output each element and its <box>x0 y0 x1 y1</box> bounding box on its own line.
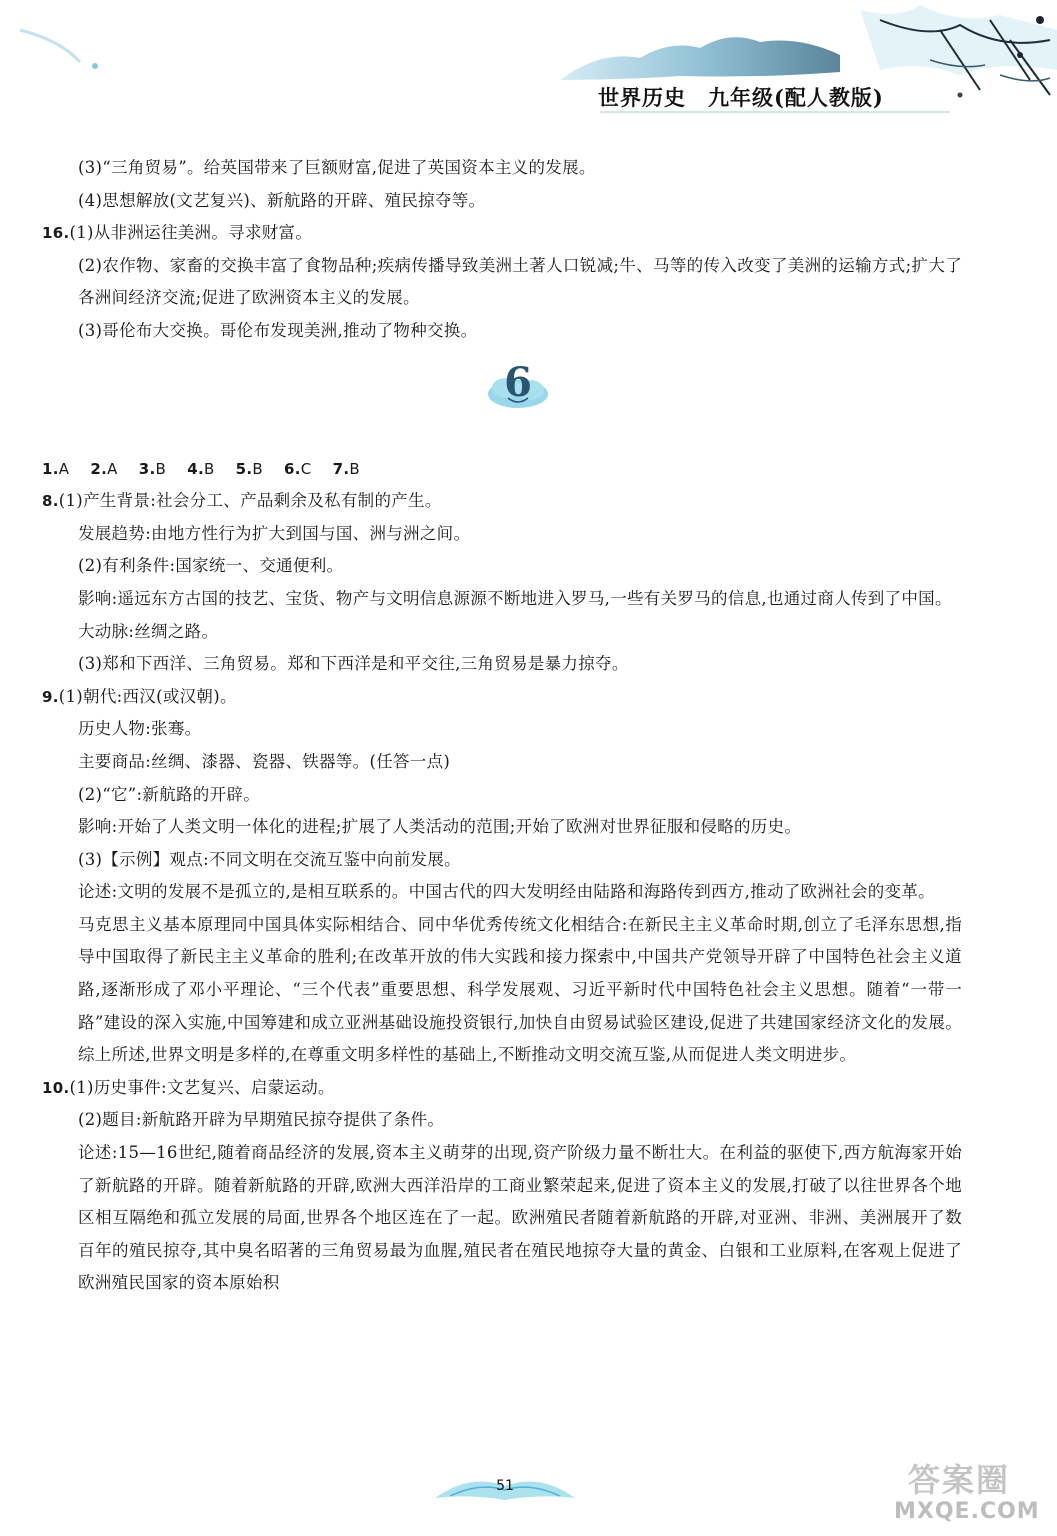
answer-line: (3)郑和下西洋、三角贸易。郑和下西洋是和平交往,三角贸易是暴力掠夺。 <box>78 654 629 674</box>
answer-line: 大动脉:丝绸之路。 <box>78 621 219 641</box>
answer-line: (2)“它”:新航路的开辟。 <box>78 784 261 804</box>
answer-paragraph: 论述:文明的发展不是孤立的,是相互联系的。中国古代的四大发明经由陆路和海路传到西方,推动了欧洲社会的变革。 <box>78 882 935 902</box>
choice-answers <box>42 453 962 486</box>
question-9 <box>42 681 962 714</box>
watermark <box>888 1455 1048 1530</box>
watermark-logo: 答案圈 <box>908 1461 1011 1499</box>
answer-line: (2)题目:新航路开辟为早期殖民掠夺提供了条件。 <box>78 1110 445 1130</box>
question-number: 8. <box>42 492 59 511</box>
question-10 <box>42 1072 962 1105</box>
answer-line: (2)有利条件:国家统一、交通便利。 <box>78 556 344 576</box>
answer-line: (3)【示例】观点:不同文明在交流互鉴中向前发展。 <box>78 849 461 869</box>
section-number: 6 <box>504 358 532 406</box>
section-badge-area <box>42 348 962 453</box>
answer-content <box>42 152 962 1300</box>
question-number: 9. <box>42 687 59 706</box>
choice-answer: 7.B <box>332 459 360 478</box>
choice-answer: 3.B <box>138 459 167 478</box>
ink-landscape-decoration <box>0 0 1057 125</box>
answer-text: (1)从非洲运往美洲。寻求财富。 <box>69 223 313 243</box>
question-8 <box>42 485 962 518</box>
answer-paragraph: 论述:15—16世纪,随着商品经济的发展,资本主义萌芽的出现,资产阶级力量不断壮大。在利益的驱使下,西方航海家开始了新航路的开辟。随着新航路的开辟,欧洲大西洋沿岸的工商业繁荣起来,促进了资本主义的发展,打破了以往世界各个地区相互隔绝和孤立发展的局面,世界各个地区连在了一起。欧洲殖民者随着新航路的开辟,对亚洲、非洲、美洲展开了数百年的殖民掠夺,其中臭名昭著的三角贸易最为血腥,殖民者在殖民地掠夺大量的黄金、白银和工业原料,在客观上促进了欧洲殖民国家的资本原始积 <box>78 1143 962 1293</box>
header-title: 世界历史 九年级(配人教版) <box>598 85 884 110</box>
section-badge <box>478 358 558 418</box>
answer-line: (3)哥伦布大交换。哥伦布发现美洲,推动了物种交换。 <box>78 320 478 340</box>
page-number: 51 <box>496 1478 514 1494</box>
answer-line: 主要商品:丝绸、漆器、瓷器、铁器等。(任答一点) <box>78 751 451 771</box>
question-16 <box>42 217 962 250</box>
page-header <box>0 0 1057 125</box>
choice-answer: 4.B <box>187 459 215 478</box>
answer-line: 发展趋势:由地方性行为扩大到国与国、洲与洲之间。 <box>78 523 471 543</box>
prev-answer-line: (4)思想解放(文艺复兴)、新航路的开辟、殖民掠夺等。 <box>78 190 486 210</box>
watermark-url: MXQE.COM <box>894 1499 1040 1524</box>
answer-paragraph: (2)农作物、家畜的交换丰富了食物品种;疾病传播导致美洲土著人口锐减;牛、马等的传入改变了美洲的运输方式;扩大了各洲间经济交流;促进了欧洲资本主义的发展。 <box>78 255 962 308</box>
choice-answer: 2.A <box>90 459 118 478</box>
answer-paragraph: 影响:开始了人类文明一体化的进程;扩展了人类活动的范围;开始了欧洲对世界征服和侵略的历史。 <box>78 817 802 837</box>
answer-paragraph: 影响:遥远东方古国的技艺、宝货、物产与文明信息源源不断地进入罗马,一些有关罗马的信息,也通过商人传到了中国。 <box>78 588 952 608</box>
question-number: 10. <box>42 1078 70 1097</box>
page-footer <box>430 1468 580 1508</box>
answer-text: (1)产生背景:社会分工、产品剩余及私有制的产生。 <box>58 491 442 511</box>
answer-text: (1)历史事件:文艺复兴、启蒙运动。 <box>69 1077 335 1097</box>
answer-text: (1)朝代:西汉(或汉朝)。 <box>58 686 237 706</box>
answer-line: 历史人物:张骞。 <box>78 719 202 739</box>
prev-answer-line: (3)“三角贸易”。给英国带来了巨额财富,促进了英国资本主义的发展。 <box>78 158 596 177</box>
choice-answer: 6.C <box>284 459 312 478</box>
choice-answer: 5.B <box>235 459 263 478</box>
question-number: 16. <box>42 224 70 243</box>
answer-paragraph: 马克思主义基本原理同中国具体实际相结合、同中华优秀传统文化相结合:在新民主主义革命时期,创立了毛泽东思想,指导中国取得了新民主主义革命的胜利;在改革开放的伟大实践和接力探索中,中国共产党领导开辟了中国特色社会主义道路,逐渐形成了邓小平理论、“三个代表”重要思想、科学发展观、习近平新时代中国特色社会主义思想。随着“一带一路”建设的深入实施,中国筹建和成立亚洲基础设施投资银行,加快自由贸易试验区建设,促进了共建国家经济文化的发展。综上所述,世界文明是多样的,在尊重文明多样性的基础上,不断推动文明交流互鉴,从而促进人类文明进步。 <box>78 914 962 1065</box>
choice-answer: 1.A <box>42 459 70 478</box>
